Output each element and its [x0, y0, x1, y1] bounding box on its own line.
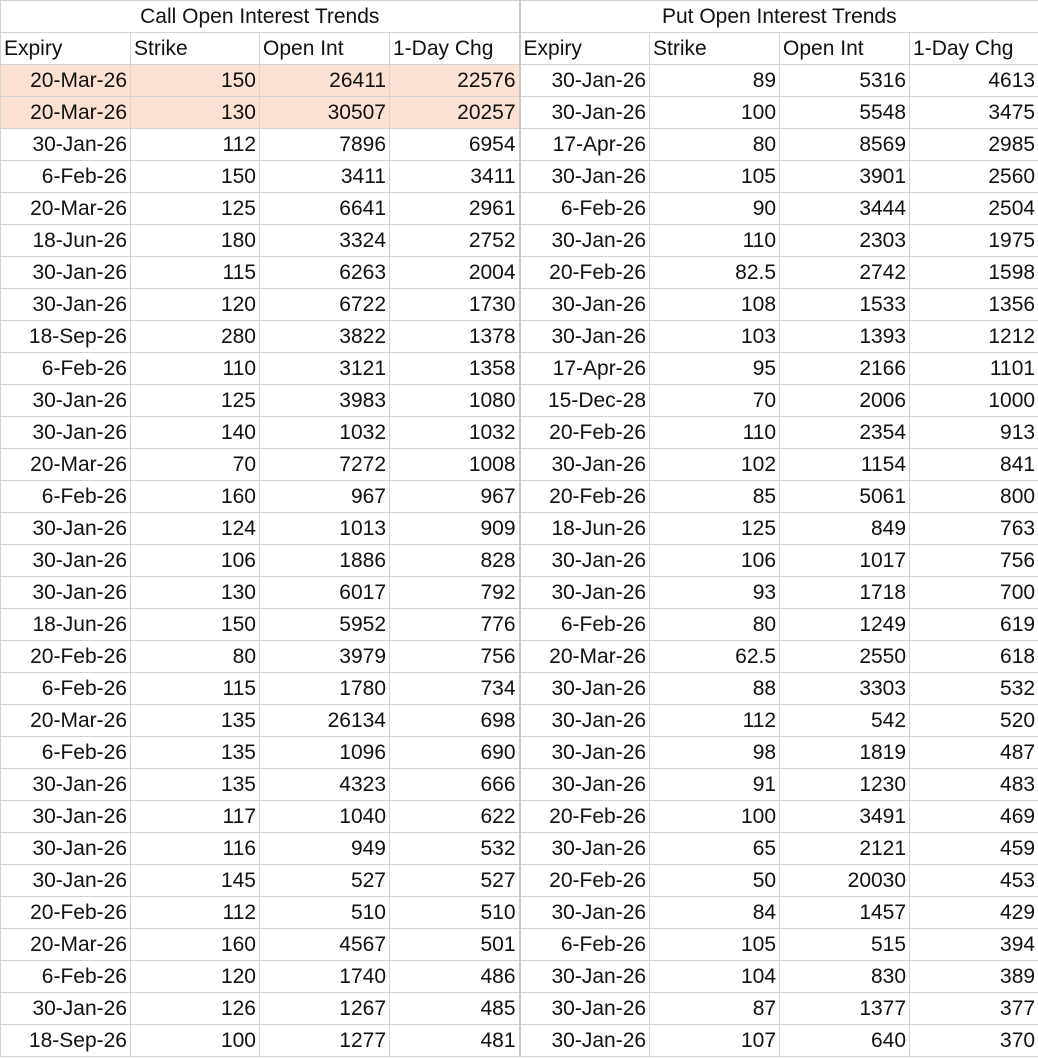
table-row: [1, 865, 1038, 897]
put-cell-open-int: 2550: [780, 641, 910, 673]
put-cell-expiry: 30-Jan-26: [520, 897, 650, 929]
call-cell-expiry: 30-Jan-26: [1, 833, 131, 865]
call-cell-expiry: 6-Feb-26: [1, 161, 131, 193]
call-cell-strike: 280: [131, 321, 260, 353]
call-cell-strike: 112: [131, 897, 260, 929]
call-cell-open-int: 3411: [260, 161, 390, 193]
put-cell-open-int: 640: [780, 1025, 910, 1057]
put-cell-strike: 105: [650, 929, 780, 961]
call-cell-expiry: 30-Jan-26: [1, 385, 131, 417]
put-cell-open-int: 8569: [780, 129, 910, 161]
put-cell-strike: 110: [650, 417, 780, 449]
call-cell-strike: 125: [131, 193, 260, 225]
put-cell-open-int: 1393: [780, 321, 910, 353]
table-row: [1, 833, 1038, 865]
call-cell-1-day-chg: 756: [390, 641, 520, 673]
call-cell-expiry: 20-Mar-26: [1, 193, 131, 225]
put-header-open-int: Open Int: [780, 33, 910, 65]
put-cell-1-day-chg: 1598: [910, 257, 1038, 289]
put-cell-1-day-chg: 763: [910, 513, 1038, 545]
call-cell-open-int: 510: [260, 897, 390, 929]
call-cell-open-int: 1740: [260, 961, 390, 993]
call-cell-strike: 115: [131, 257, 260, 289]
put-cell-expiry: 30-Jan-26: [520, 993, 650, 1025]
put-cell-strike: 80: [650, 129, 780, 161]
call-cell-strike: 70: [131, 449, 260, 481]
call-cell-expiry: 20-Feb-26: [1, 897, 131, 929]
put-cell-strike: 84: [650, 897, 780, 929]
call-cell-expiry: 6-Feb-26: [1, 961, 131, 993]
put-cell-open-int: 2742: [780, 257, 910, 289]
call-cell-open-int: 527: [260, 865, 390, 897]
call-cell-1-day-chg: 1378: [390, 321, 520, 353]
call-cell-open-int: 7272: [260, 449, 390, 481]
put-cell-1-day-chg: 4613: [910, 65, 1038, 97]
call-cell-open-int: 3979: [260, 641, 390, 673]
call-cell-strike: 120: [131, 961, 260, 993]
put-cell-1-day-chg: 3475: [910, 97, 1038, 129]
call-cell-expiry: 30-Jan-26: [1, 129, 131, 161]
put-cell-open-int: 20030: [780, 865, 910, 897]
group-header-row: [1, 1, 1038, 33]
put-cell-1-day-chg: 370: [910, 1025, 1038, 1057]
put-cell-1-day-chg: 483: [910, 769, 1038, 801]
call-cell-expiry: 6-Feb-26: [1, 481, 131, 513]
put-cell-expiry: 30-Jan-26: [520, 673, 650, 705]
put-cell-1-day-chg: 389: [910, 961, 1038, 993]
call-cell-open-int: 3983: [260, 385, 390, 417]
call-cell-1-day-chg: 2752: [390, 225, 520, 257]
call-cell-strike: 145: [131, 865, 260, 897]
call-cell-expiry: 30-Jan-26: [1, 801, 131, 833]
put-cell-strike: 102: [650, 449, 780, 481]
put-cell-1-day-chg: 756: [910, 545, 1038, 577]
call-cell-open-int: 26411: [260, 65, 390, 97]
call-cell-1-day-chg: 22576: [390, 65, 520, 97]
put-cell-strike: 103: [650, 321, 780, 353]
table-row: [1, 161, 1038, 193]
call-cell-expiry: 30-Jan-26: [1, 865, 131, 897]
call-cell-strike: 130: [131, 97, 260, 129]
call-cell-open-int: 1886: [260, 545, 390, 577]
call-cell-open-int: 3121: [260, 353, 390, 385]
put-cell-open-int: 2166: [780, 353, 910, 385]
put-cell-open-int: 830: [780, 961, 910, 993]
put-cell-1-day-chg: 619: [910, 609, 1038, 641]
put-cell-expiry: 17-Apr-26: [520, 353, 650, 385]
put-cell-strike: 100: [650, 97, 780, 129]
call-cell-open-int: 3822: [260, 321, 390, 353]
put-cell-1-day-chg: 618: [910, 641, 1038, 673]
call-cell-strike: 100: [131, 1025, 260, 1057]
put-cell-open-int: 2006: [780, 385, 910, 417]
call-cell-open-int: 1267: [260, 993, 390, 1025]
call-cell-expiry: 18-Jun-26: [1, 609, 131, 641]
call-cell-expiry: 30-Jan-26: [1, 993, 131, 1025]
call-cell-1-day-chg: 1008: [390, 449, 520, 481]
call-cell-1-day-chg: 481: [390, 1025, 520, 1057]
call-cell-expiry: 30-Jan-26: [1, 417, 131, 449]
put-cell-1-day-chg: 1212: [910, 321, 1038, 353]
put-cell-open-int: 1249: [780, 609, 910, 641]
call-cell-1-day-chg: 2961: [390, 193, 520, 225]
call-cell-strike: 160: [131, 929, 260, 961]
call-cell-strike: 135: [131, 705, 260, 737]
put-cell-strike: 62.5: [650, 641, 780, 673]
put-cell-1-day-chg: 913: [910, 417, 1038, 449]
table-row: [1, 289, 1038, 321]
put-header-1-day-chg: 1-Day Chg: [910, 33, 1038, 65]
table-row: [1, 129, 1038, 161]
call-cell-strike: 150: [131, 609, 260, 641]
put-cell-1-day-chg: 700: [910, 577, 1038, 609]
put-cell-expiry: 30-Jan-26: [520, 449, 650, 481]
put-cell-strike: 89: [650, 65, 780, 97]
call-cell-expiry: 30-Jan-26: [1, 257, 131, 289]
put-cell-expiry: 20-Feb-26: [520, 257, 650, 289]
call-cell-expiry: 18-Sep-26: [1, 1025, 131, 1057]
put-cell-1-day-chg: 2504: [910, 193, 1038, 225]
put-cell-1-day-chg: 532: [910, 673, 1038, 705]
call-cell-1-day-chg: 1080: [390, 385, 520, 417]
put-cell-expiry: 30-Jan-26: [520, 577, 650, 609]
call-cell-strike: 112: [131, 129, 260, 161]
put-cell-expiry: 30-Jan-26: [520, 705, 650, 737]
put-cell-strike: 110: [650, 225, 780, 257]
put-cell-strike: 106: [650, 545, 780, 577]
call-cell-open-int: 5952: [260, 609, 390, 641]
call-cell-expiry: 30-Jan-26: [1, 513, 131, 545]
put-cell-open-int: 515: [780, 929, 910, 961]
put-cell-open-int: 2354: [780, 417, 910, 449]
call-cell-open-int: 1013: [260, 513, 390, 545]
table-row: [1, 737, 1038, 769]
put-cell-1-day-chg: 1101: [910, 353, 1038, 385]
call-cell-expiry: 20-Mar-26: [1, 65, 131, 97]
call-cell-expiry: 30-Jan-26: [1, 545, 131, 577]
put-cell-expiry: 30-Jan-26: [520, 1025, 650, 1057]
table-row: [1, 801, 1038, 833]
put-cell-open-int: 542: [780, 705, 910, 737]
call-cell-expiry: 30-Jan-26: [1, 289, 131, 321]
call-cell-1-day-chg: 734: [390, 673, 520, 705]
put-cell-strike: 91: [650, 769, 780, 801]
put-cell-open-int: 1017: [780, 545, 910, 577]
put-cell-1-day-chg: 841: [910, 449, 1038, 481]
table-row: [1, 769, 1038, 801]
put-cell-1-day-chg: 2560: [910, 161, 1038, 193]
call-cell-expiry: 20-Mar-26: [1, 97, 131, 129]
call-cell-strike: 120: [131, 289, 260, 321]
table-row: [1, 481, 1038, 513]
call-cell-strike: 150: [131, 65, 260, 97]
call-cell-strike: 106: [131, 545, 260, 577]
put-cell-open-int: 3444: [780, 193, 910, 225]
put-cell-expiry: 30-Jan-26: [520, 65, 650, 97]
put-cell-open-int: 1230: [780, 769, 910, 801]
table-row: [1, 673, 1038, 705]
table-row: [1, 705, 1038, 737]
call-cell-expiry: 20-Mar-26: [1, 705, 131, 737]
call-cell-open-int: 26134: [260, 705, 390, 737]
call-cell-expiry: 6-Feb-26: [1, 673, 131, 705]
table-row: [1, 577, 1038, 609]
put-cell-strike: 100: [650, 801, 780, 833]
call-cell-open-int: 949: [260, 833, 390, 865]
call-cell-1-day-chg: 967: [390, 481, 520, 513]
call-cell-open-int: 30507: [260, 97, 390, 129]
put-cell-open-int: 1533: [780, 289, 910, 321]
put-header-strike: Strike: [650, 33, 780, 65]
call-cell-strike: 125: [131, 385, 260, 417]
table-row: [1, 321, 1038, 353]
call-header-1-day-chg: 1-Day Chg: [390, 33, 520, 65]
table-row: [1, 897, 1038, 929]
call-cell-strike: 135: [131, 737, 260, 769]
put-cell-expiry: 30-Jan-26: [520, 737, 650, 769]
put-cell-1-day-chg: 487: [910, 737, 1038, 769]
call-cell-strike: 115: [131, 673, 260, 705]
put-cell-open-int: 1718: [780, 577, 910, 609]
put-cell-expiry: 20-Mar-26: [520, 641, 650, 673]
call-cell-expiry: 20-Feb-26: [1, 641, 131, 673]
put-cell-strike: 50: [650, 865, 780, 897]
call-cell-1-day-chg: 1032: [390, 417, 520, 449]
put-cell-expiry: 30-Jan-26: [520, 321, 650, 353]
call-cell-strike: 150: [131, 161, 260, 193]
call-cell-strike: 180: [131, 225, 260, 257]
put-cell-open-int: 1154: [780, 449, 910, 481]
put-cell-open-int: 5548: [780, 97, 910, 129]
put-cell-1-day-chg: 453: [910, 865, 1038, 897]
call-cell-open-int: 1040: [260, 801, 390, 833]
put-cell-strike: 98: [650, 737, 780, 769]
call-cell-1-day-chg: 776: [390, 609, 520, 641]
put-cell-1-day-chg: 469: [910, 801, 1038, 833]
put-cell-expiry: 17-Apr-26: [520, 129, 650, 161]
put-cell-1-day-chg: 429: [910, 897, 1038, 929]
call-cell-open-int: 6263: [260, 257, 390, 289]
call-cell-1-day-chg: 828: [390, 545, 520, 577]
put-cell-open-int: 1819: [780, 737, 910, 769]
put-cell-strike: 90: [650, 193, 780, 225]
table-row: [1, 961, 1038, 993]
call-cell-1-day-chg: 486: [390, 961, 520, 993]
call-cell-open-int: 1032: [260, 417, 390, 449]
put-cell-strike: 104: [650, 961, 780, 993]
call-cell-expiry: 30-Jan-26: [1, 769, 131, 801]
call-cell-strike: 130: [131, 577, 260, 609]
call-cell-expiry: 6-Feb-26: [1, 737, 131, 769]
call-header-expiry: Expiry: [1, 33, 131, 65]
call-table-title: Call Open Interest Trends: [1, 1, 520, 33]
put-cell-strike: 108: [650, 289, 780, 321]
call-cell-expiry: 18-Jun-26: [1, 225, 131, 257]
put-cell-strike: 112: [650, 705, 780, 737]
call-cell-1-day-chg: 909: [390, 513, 520, 545]
call-cell-1-day-chg: 2004: [390, 257, 520, 289]
table-row: [1, 929, 1038, 961]
put-cell-expiry: 6-Feb-26: [520, 609, 650, 641]
put-cell-expiry: 20-Feb-26: [520, 417, 650, 449]
table-row: [1, 609, 1038, 641]
put-cell-expiry: 18-Jun-26: [520, 513, 650, 545]
put-cell-open-int: 5061: [780, 481, 910, 513]
put-cell-1-day-chg: 800: [910, 481, 1038, 513]
call-cell-strike: 140: [131, 417, 260, 449]
put-cell-expiry: 30-Jan-26: [520, 225, 650, 257]
call-cell-1-day-chg: 690: [390, 737, 520, 769]
call-header-strike: Strike: [131, 33, 260, 65]
put-cell-1-day-chg: 1356: [910, 289, 1038, 321]
put-cell-strike: 87: [650, 993, 780, 1025]
call-cell-strike: 126: [131, 993, 260, 1025]
put-cell-strike: 105: [650, 161, 780, 193]
call-cell-open-int: 967: [260, 481, 390, 513]
call-cell-expiry: 18-Sep-26: [1, 321, 131, 353]
put-cell-strike: 82.5: [650, 257, 780, 289]
put-cell-expiry: 30-Jan-26: [520, 289, 650, 321]
call-cell-strike: 160: [131, 481, 260, 513]
table-row: [1, 257, 1038, 289]
put-cell-expiry: 6-Feb-26: [520, 929, 650, 961]
put-cell-strike: 88: [650, 673, 780, 705]
table-row: [1, 641, 1038, 673]
call-cell-open-int: 4567: [260, 929, 390, 961]
put-cell-expiry: 30-Jan-26: [520, 97, 650, 129]
call-cell-open-int: 1096: [260, 737, 390, 769]
put-cell-strike: 125: [650, 513, 780, 545]
call-cell-open-int: 7896: [260, 129, 390, 161]
call-cell-1-day-chg: 1730: [390, 289, 520, 321]
put-cell-1-day-chg: 2985: [910, 129, 1038, 161]
put-cell-1-day-chg: 520: [910, 705, 1038, 737]
table-row: [1, 193, 1038, 225]
put-cell-1-day-chg: 1975: [910, 225, 1038, 257]
call-cell-open-int: 3324: [260, 225, 390, 257]
put-cell-strike: 85: [650, 481, 780, 513]
put-cell-1-day-chg: 394: [910, 929, 1038, 961]
table-row: [1, 1025, 1038, 1057]
put-cell-strike: 65: [650, 833, 780, 865]
call-cell-strike: 124: [131, 513, 260, 545]
put-cell-strike: 95: [650, 353, 780, 385]
call-cell-1-day-chg: 527: [390, 865, 520, 897]
put-cell-1-day-chg: 1000: [910, 385, 1038, 417]
put-cell-expiry: 30-Jan-26: [520, 545, 650, 577]
put-cell-expiry: 30-Jan-26: [520, 833, 650, 865]
table-body: [1, 65, 1038, 1057]
table-row: [1, 65, 1038, 97]
put-cell-expiry: 15-Dec-28: [520, 385, 650, 417]
put-cell-expiry: 20-Feb-26: [520, 481, 650, 513]
call-cell-strike: 116: [131, 833, 260, 865]
put-cell-open-int: 2303: [780, 225, 910, 257]
table-row: [1, 513, 1038, 545]
put-cell-open-int: 849: [780, 513, 910, 545]
put-cell-strike: 70: [650, 385, 780, 417]
put-cell-expiry: 6-Feb-26: [520, 193, 650, 225]
call-header-open-int: Open Int: [260, 33, 390, 65]
table-row: [1, 417, 1038, 449]
call-cell-1-day-chg: 6954: [390, 129, 520, 161]
call-cell-open-int: 6641: [260, 193, 390, 225]
put-cell-expiry: 30-Jan-26: [520, 961, 650, 993]
call-cell-1-day-chg: 501: [390, 929, 520, 961]
call-cell-expiry: 20-Mar-26: [1, 929, 131, 961]
table-row: [1, 97, 1038, 129]
call-cell-1-day-chg: 1358: [390, 353, 520, 385]
call-cell-1-day-chg: 666: [390, 769, 520, 801]
put-cell-open-int: 3901: [780, 161, 910, 193]
call-cell-open-int: 1277: [260, 1025, 390, 1057]
call-cell-strike: 110: [131, 353, 260, 385]
put-cell-1-day-chg: 377: [910, 993, 1038, 1025]
call-cell-expiry: 30-Jan-26: [1, 577, 131, 609]
call-cell-1-day-chg: 20257: [390, 97, 520, 129]
put-cell-1-day-chg: 459: [910, 833, 1038, 865]
put-header-expiry: Expiry: [520, 33, 650, 65]
call-cell-strike: 80: [131, 641, 260, 673]
call-cell-open-int: 6722: [260, 289, 390, 321]
put-cell-expiry: 30-Jan-26: [520, 161, 650, 193]
call-cell-1-day-chg: 510: [390, 897, 520, 929]
call-cell-expiry: 20-Mar-26: [1, 449, 131, 481]
call-cell-1-day-chg: 698: [390, 705, 520, 737]
table-row: [1, 225, 1038, 257]
put-cell-expiry: 20-Feb-26: [520, 801, 650, 833]
put-cell-expiry: 30-Jan-26: [520, 769, 650, 801]
call-cell-1-day-chg: 622: [390, 801, 520, 833]
put-cell-strike: 107: [650, 1025, 780, 1057]
table-row: [1, 385, 1038, 417]
call-cell-1-day-chg: 3411: [390, 161, 520, 193]
put-table-title: Put Open Interest Trends: [520, 1, 1038, 33]
call-cell-open-int: 4323: [260, 769, 390, 801]
call-cell-open-int: 1780: [260, 673, 390, 705]
put-cell-open-int: 3303: [780, 673, 910, 705]
call-cell-1-day-chg: 532: [390, 833, 520, 865]
call-cell-strike: 135: [131, 769, 260, 801]
call-cell-strike: 117: [131, 801, 260, 833]
table-row: [1, 449, 1038, 481]
call-cell-1-day-chg: 792: [390, 577, 520, 609]
call-cell-expiry: 6-Feb-26: [1, 353, 131, 385]
table-row: [1, 353, 1038, 385]
put-cell-open-int: 3491: [780, 801, 910, 833]
column-header-row: [1, 33, 1038, 65]
put-cell-strike: 93: [650, 577, 780, 609]
put-cell-open-int: 2121: [780, 833, 910, 865]
put-cell-open-int: 1377: [780, 993, 910, 1025]
call-cell-1-day-chg: 485: [390, 993, 520, 1025]
call-cell-open-int: 6017: [260, 577, 390, 609]
table-row: [1, 993, 1038, 1025]
put-cell-expiry: 20-Feb-26: [520, 865, 650, 897]
put-cell-open-int: 5316: [780, 65, 910, 97]
put-cell-open-int: 1457: [780, 897, 910, 929]
table-row: [1, 545, 1038, 577]
put-cell-strike: 80: [650, 609, 780, 641]
